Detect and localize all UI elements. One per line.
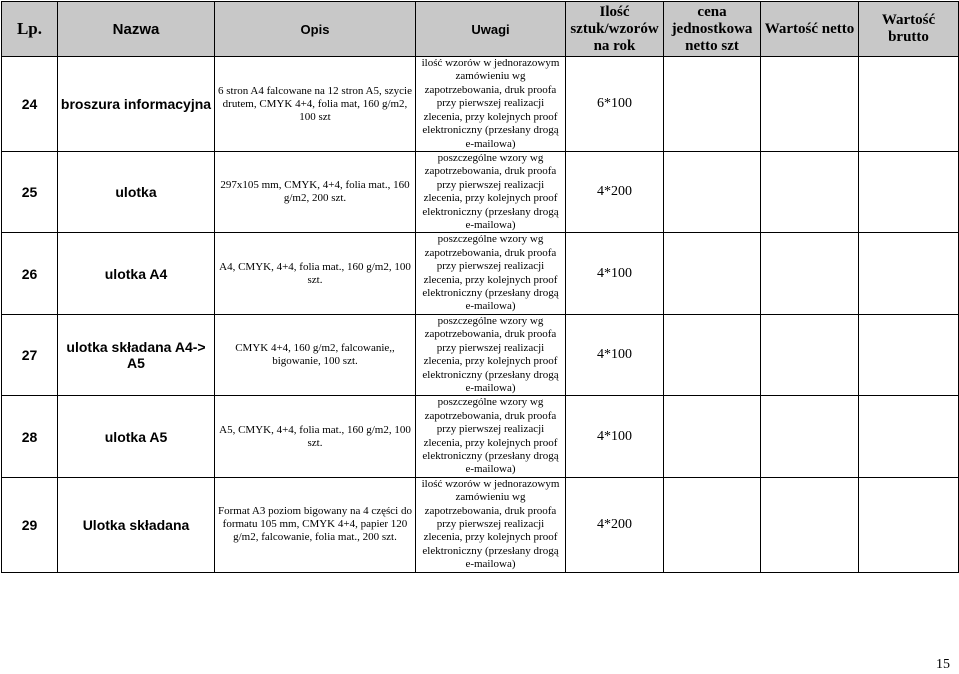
header-ilosc: Ilość sztuk/wzorów na rok (566, 2, 664, 57)
row-quantity: 4*100 (566, 314, 664, 395)
price-table (1, 1, 959, 573)
row-notes: poszczególne wzory wg zapotrzebowania, druk proofa przy pierwszej realizacji zlecenia, przy kolejnych proof elektroniczny (przesłany drogą e-mailowa) (416, 396, 566, 477)
row-notes: poszczególne wzory wg zapotrzebowania, druk proofa przy pierwszej realizacji zlecenia, przy kolejnych proof elektroniczny (przesłany drogą e-mailowa) (416, 314, 566, 395)
row-price (664, 57, 761, 152)
row-lp: 28 (2, 396, 58, 477)
header-uwagi: Uwagi (416, 2, 566, 57)
row-notes: ilość wzorów w jednorazowym zamówieniu wg zapotrzebowania, druk proofa przy pierwszej realizacji zlecenia, przy kolejnych proof elektroniczny (przesłany drogą e-mailowa) (416, 477, 566, 572)
row-name: ulotka składana A4-> A5 (58, 314, 215, 395)
row-gross-value (859, 233, 959, 314)
row-price (664, 233, 761, 314)
row-gross-value (859, 314, 959, 395)
table-row (2, 233, 959, 314)
row-description: 6 stron A4 falcowane na 12 stron A5, szycie drutem, CMYK 4+4, folia mat, 160 g/m2, 100 szt (215, 57, 416, 152)
row-name: Ulotka składana (58, 477, 215, 572)
page-number: 15 (936, 657, 950, 672)
row-name: ulotka (58, 152, 215, 233)
row-description: 297x105 mm, CMYK, 4+4, folia mat., 160 g/m2, 200 szt. (215, 152, 416, 233)
row-price (664, 152, 761, 233)
row-price (664, 396, 761, 477)
row-net-value (761, 57, 859, 152)
header-cena: cena jednostkowa netto szt (664, 2, 761, 57)
row-gross-value (859, 152, 959, 233)
row-name: ulotka A5 (58, 396, 215, 477)
row-quantity: 6*100 (566, 57, 664, 152)
row-net-value (761, 314, 859, 395)
row-quantity: 4*100 (566, 396, 664, 477)
row-lp: 26 (2, 233, 58, 314)
row-gross-value (859, 57, 959, 152)
row-net-value (761, 152, 859, 233)
row-notes: poszczególne wzory wg zapotrzebowania, druk proofa przy pierwszej realizacji zlecenia, przy kolejnych proof elektroniczny (przesłany drogą e-mailowa) (416, 152, 566, 233)
row-description: A5, CMYK, 4+4, folia mat., 160 g/m2, 100 szt. (215, 396, 416, 477)
header-wartosc-netto: Wartość netto (761, 2, 859, 57)
table-row (2, 314, 959, 395)
header-wartosc-brutto: Wartość brutto (859, 2, 959, 57)
row-notes: ilość wzorów w jednorazowym zamówieniu wg zapotrzebowania, druk proofa przy pierwszej realizacji zlecenia, przy kolejnych proof elektroniczny (przesłany drogą e-mailowa) (416, 57, 566, 152)
row-name: broszura informacyjna (58, 57, 215, 152)
row-price (664, 477, 761, 572)
row-description: A4, CMYK, 4+4, folia mat., 160 g/m2, 100 szt. (215, 233, 416, 314)
row-gross-value (859, 396, 959, 477)
table-row (2, 57, 959, 152)
header-nazwa: Nazwa (58, 2, 215, 57)
table-row (2, 477, 959, 572)
row-quantity: 4*200 (566, 477, 664, 572)
row-description: Format A3 poziom bigowany na 4 części do formatu 105 mm, CMYK 4+4, papier 120 g/m2, falcowanie, folia mat., 200 szt. (215, 477, 416, 572)
row-net-value (761, 396, 859, 477)
row-net-value (761, 233, 859, 314)
header-opis: Opis (215, 2, 416, 57)
row-lp: 27 (2, 314, 58, 395)
row-lp: 25 (2, 152, 58, 233)
row-quantity: 4*200 (566, 152, 664, 233)
row-lp: 29 (2, 477, 58, 572)
header-lp: Lp. (2, 2, 58, 57)
row-price (664, 314, 761, 395)
row-name: ulotka A4 (58, 233, 215, 314)
row-lp: 24 (2, 57, 58, 152)
row-notes: poszczególne wzory wg zapotrzebowania, druk proofa przy pierwszej realizacji zlecenia, przy kolejnych proof elektroniczny (przesłany drogą e-mailowa) (416, 233, 566, 314)
row-net-value (761, 477, 859, 572)
table-header-row (2, 2, 959, 57)
row-quantity: 4*100 (566, 233, 664, 314)
row-description: CMYK 4+4, 160 g/m2, falcowanie,, bigowanie, 100 szt. (215, 314, 416, 395)
row-gross-value (859, 477, 959, 572)
table-row (2, 152, 959, 233)
table-row (2, 396, 959, 477)
